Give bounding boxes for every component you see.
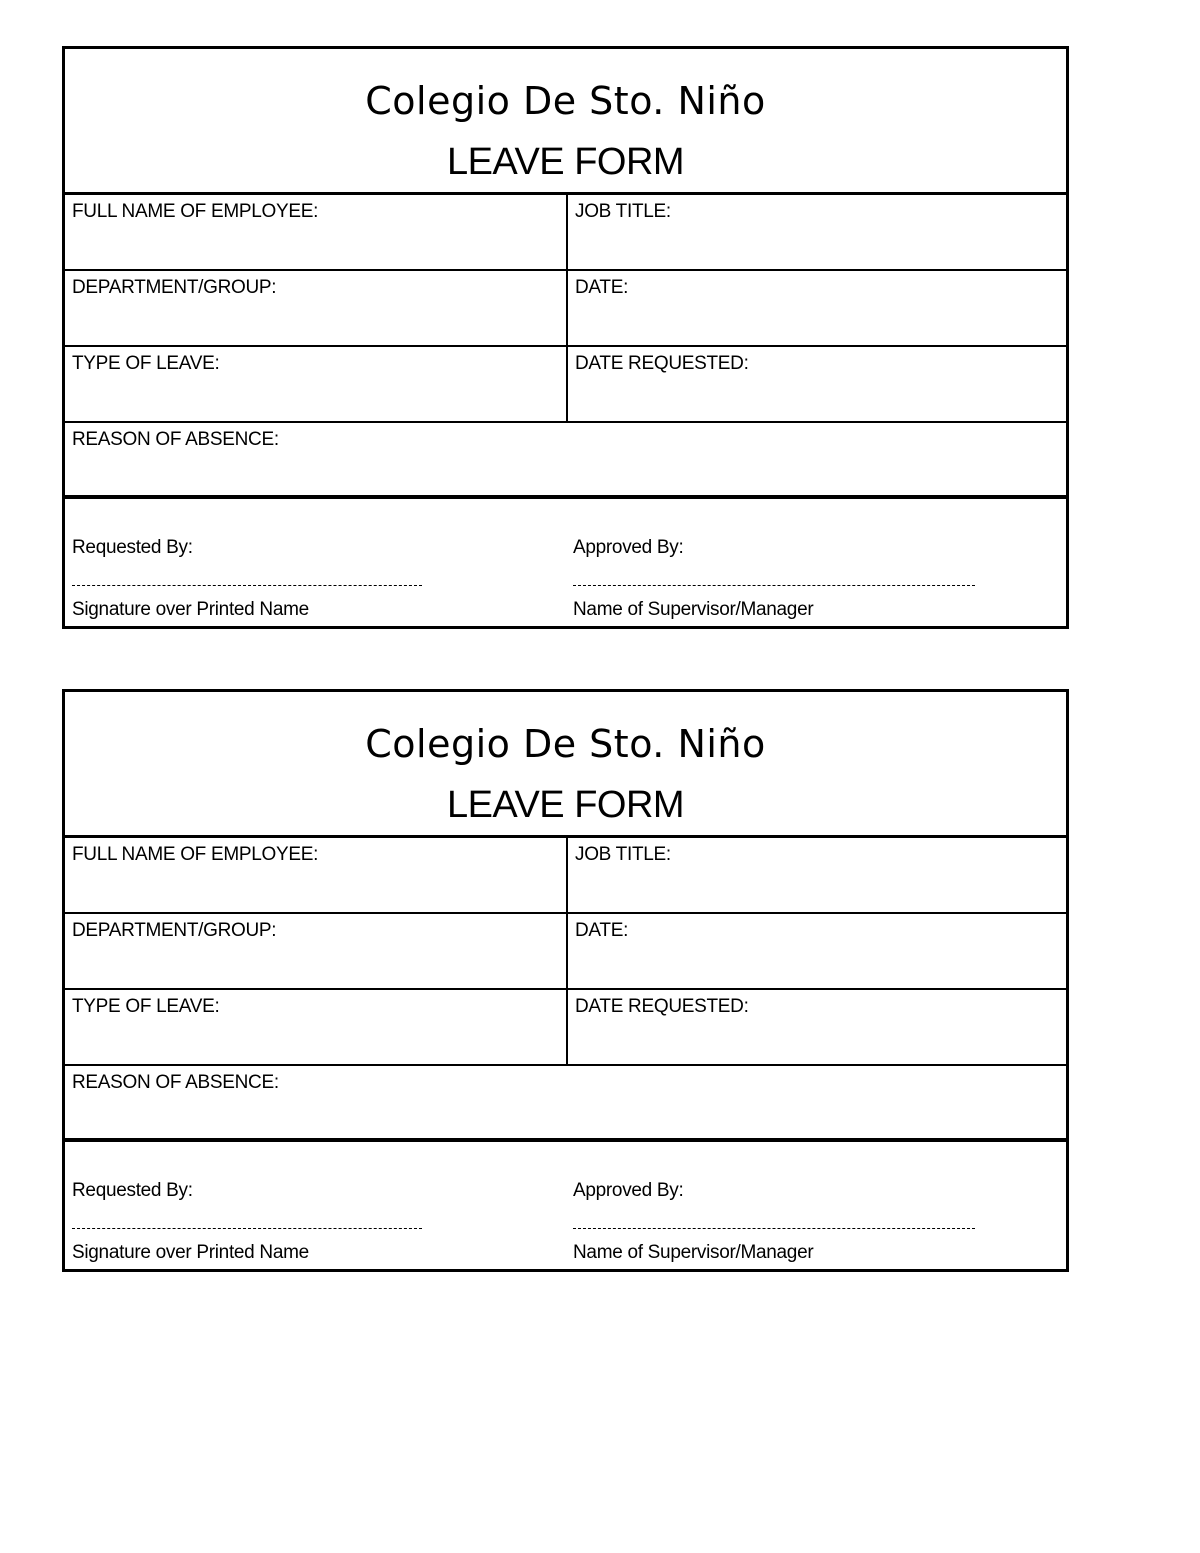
department-field[interactable]: DEPARTMENT/GROUP: xyxy=(65,914,568,988)
requested-by-caption: Signature over Printed Name xyxy=(72,599,309,620)
leave-form-1 xyxy=(62,46,1069,629)
type-of-leave-field[interactable]: TYPE OF LEAVE: xyxy=(65,347,568,421)
date-field[interactable]: DATE: xyxy=(575,277,629,298)
form-title: LEAVE FORM xyxy=(446,141,685,183)
job-title-field[interactable]: JOB TITLE: xyxy=(575,844,671,865)
form-header xyxy=(65,692,1066,838)
date-requested-field[interactable]: DATE REQUESTED: xyxy=(575,353,749,374)
form-row xyxy=(65,271,1066,347)
full-name-field[interactable]: FULL NAME OF EMPLOYEE: xyxy=(65,195,568,269)
school-name: Colegio De Sto. Niño xyxy=(365,722,766,766)
requested-by-label: Requested By: xyxy=(72,1180,193,1201)
requested-by-signature-line[interactable] xyxy=(72,585,422,586)
form-row xyxy=(65,838,1066,914)
form-title: LEAVE FORM xyxy=(446,784,685,826)
form-row xyxy=(65,1066,1066,1142)
job-title-field[interactable]: JOB TITLE: xyxy=(575,201,671,222)
form-row xyxy=(65,347,1066,423)
approved-by-caption: Name of Supervisor/Manager xyxy=(573,599,814,620)
signature-section xyxy=(65,499,1066,624)
requested-by-caption: Signature over Printed Name xyxy=(72,1242,309,1263)
type-of-leave-field[interactable]: TYPE OF LEAVE: xyxy=(65,990,568,1064)
form-row xyxy=(65,423,1066,499)
date-requested-field[interactable]: DATE REQUESTED: xyxy=(575,996,749,1017)
form-row xyxy=(65,914,1066,990)
form-header xyxy=(65,49,1066,195)
leave-form-2 xyxy=(62,689,1069,1272)
date-field[interactable]: DATE: xyxy=(575,920,629,941)
approved-by-label: Approved By: xyxy=(573,537,684,558)
requested-by-signature-line[interactable] xyxy=(72,1228,422,1229)
reason-of-absence-field[interactable]: REASON OF ABSENCE: xyxy=(72,429,279,450)
reason-of-absence-field[interactable]: REASON OF ABSENCE: xyxy=(72,1072,279,1093)
form-row xyxy=(65,195,1066,271)
full-name-field[interactable]: FULL NAME OF EMPLOYEE: xyxy=(65,838,568,912)
approved-by-signature-line[interactable] xyxy=(573,1228,975,1229)
signature-section xyxy=(65,1142,1066,1267)
form-row xyxy=(65,990,1066,1066)
requested-by-label: Requested By: xyxy=(72,537,193,558)
approved-by-label: Approved By: xyxy=(573,1180,684,1201)
school-name: Colegio De Sto. Niño xyxy=(365,79,766,123)
department-field[interactable]: DEPARTMENT/GROUP: xyxy=(65,271,568,345)
approved-by-caption: Name of Supervisor/Manager xyxy=(573,1242,814,1263)
approved-by-signature-line[interactable] xyxy=(573,585,975,586)
